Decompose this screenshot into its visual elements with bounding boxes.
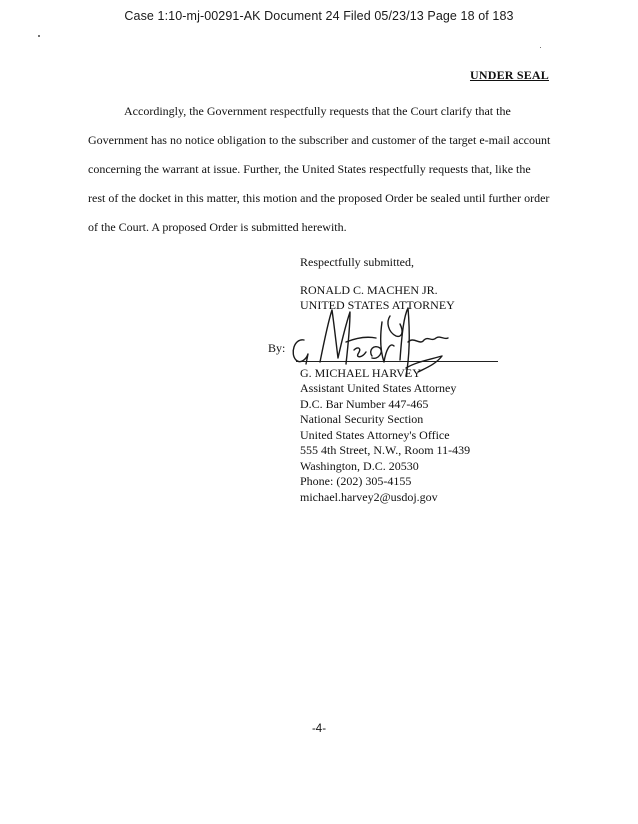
signature-area xyxy=(268,328,470,366)
handwritten-signature xyxy=(286,302,456,382)
paragraph-line: Government has no notice obligation to the subscriber and customer of the target e-mail account xyxy=(88,133,551,147)
signer-name: G. MICHAEL HARVEY xyxy=(300,365,421,380)
by-label: By: xyxy=(268,340,286,355)
closing-line: Respectfully submitted, xyxy=(300,255,414,269)
signer-title: Assistant United States Attorney xyxy=(300,381,457,395)
under-seal-label: UNDER SEAL xyxy=(469,68,549,82)
page-number: -4- xyxy=(311,723,327,735)
scan-speck xyxy=(38,35,40,37)
signature-block xyxy=(268,255,471,505)
attorney-name: RONALD C. MACHEN JR. xyxy=(300,282,438,297)
phone-number: Phone: (202) 305-4155 xyxy=(300,474,412,488)
office-name: United States Attorney's Office xyxy=(300,427,450,442)
paragraph-line: Accordingly, the Government respectfully requests that the Court clarify that the xyxy=(124,104,511,118)
section-name: National Security Section xyxy=(300,412,424,426)
bar-number: D.C. Bar Number 447-465 xyxy=(300,396,429,411)
paragraph-line: concerning the warrant at issue. Further, the United States respectfully requests that, like the xyxy=(88,162,531,176)
scan-speck xyxy=(540,47,541,48)
email-address: michael.harvey2@usdoj.gov xyxy=(300,489,438,504)
city-state-zip: Washington, D.C. 20530 xyxy=(300,458,419,473)
motion-paragraph xyxy=(88,97,554,242)
street-address: 555 4th Street, N.W., Room 11-439 xyxy=(300,443,471,457)
attorney-title: UNITED STATES ATTORNEY xyxy=(300,298,455,312)
paragraph-line: rest of the docket in this matter, this motion and the proposed Order be sealed until further order xyxy=(88,191,550,205)
paragraph-line: of the Court. A proposed Order is submitted herewith. xyxy=(88,220,347,234)
case-header-stamp: Case 1:10-mj-00291-AK Document 24 Filed 05/23/13 Page 18 of 183 xyxy=(124,9,514,23)
